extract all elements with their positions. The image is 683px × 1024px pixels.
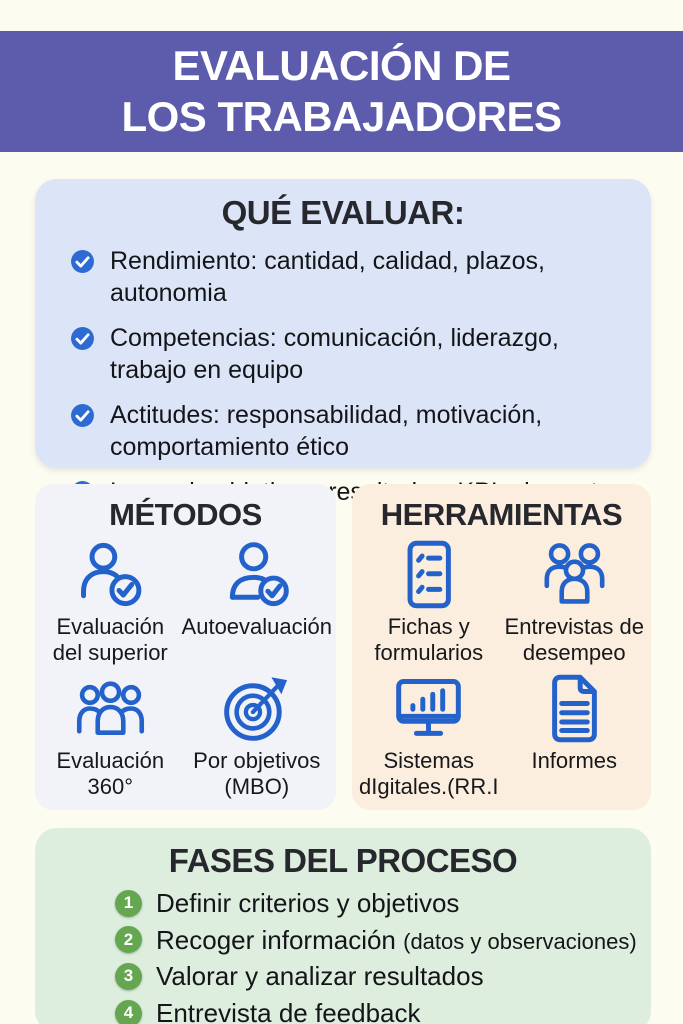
method-label: Evaluación 360° bbox=[56, 748, 165, 799]
tool-label: Entrevistas de desempeo bbox=[504, 614, 644, 665]
fase-text bbox=[156, 999, 421, 1024]
page-title bbox=[121, 41, 561, 142]
herramientas-grid bbox=[352, 537, 651, 799]
method-label: Por objetivos (MBO) bbox=[193, 748, 321, 799]
metodos-grid bbox=[35, 537, 336, 799]
check-circle-icon bbox=[70, 249, 95, 274]
monitor-chart-icon bbox=[393, 673, 464, 744]
check-circle-icon bbox=[70, 403, 95, 428]
fase-text bbox=[156, 962, 484, 991]
fase-item bbox=[115, 999, 651, 1024]
method-item bbox=[39, 673, 182, 799]
people-group-icon bbox=[75, 673, 146, 744]
fases-panel bbox=[35, 828, 651, 1024]
list-item bbox=[70, 400, 641, 463]
page-title-line1: EVALUACIÓN DE bbox=[172, 42, 511, 90]
method-item bbox=[182, 539, 332, 665]
list-item-text: Rendimiento: cantidad, calidad, plazos, autonomia bbox=[110, 247, 545, 307]
fase-text-main: Valorar y analizar resultados bbox=[156, 961, 484, 992]
checklist-form-icon bbox=[393, 539, 464, 610]
list-item bbox=[70, 323, 641, 386]
step-number-badge: 1 bbox=[115, 890, 142, 917]
fase-text-main: Recoger información bbox=[156, 924, 396, 955]
page-title-line2: LOS TRABAJADORES bbox=[121, 92, 562, 140]
que-evaluar-list bbox=[35, 244, 651, 509]
fase-text-main: Entrevista de feedback bbox=[156, 997, 421, 1024]
step-number-badge: 2 bbox=[115, 926, 142, 953]
method-label: Evaluación del superior bbox=[52, 614, 168, 665]
method-label: Autoevaluación bbox=[181, 614, 332, 639]
tool-label: Fichas y formularios bbox=[374, 614, 484, 665]
tool-label: Sistemas dIgitales.(RR.I bbox=[359, 748, 499, 799]
fase-item bbox=[115, 926, 651, 955]
herramientas-panel bbox=[352, 484, 651, 810]
tool-label: Informes bbox=[531, 748, 618, 774]
tool-item bbox=[502, 673, 648, 799]
person-check-icon bbox=[75, 539, 146, 610]
que-evaluar-title: QUÉ EVALUAR: bbox=[221, 194, 465, 231]
fase-text-suffix: (datos y observaciones) bbox=[403, 928, 637, 954]
method-item bbox=[182, 673, 332, 799]
step-number-badge: 3 bbox=[115, 963, 142, 990]
que-evaluar-panel bbox=[35, 179, 651, 468]
fase-text bbox=[156, 889, 459, 918]
tool-item bbox=[356, 673, 502, 799]
fase-item bbox=[115, 889, 651, 918]
fase-text bbox=[156, 926, 637, 955]
metodos-panel bbox=[35, 484, 336, 810]
list-item-text: Actitudes: responsabilidad, motivación, comportamiento ético bbox=[110, 401, 543, 461]
metodos-title: MÉTODOS bbox=[109, 497, 262, 532]
report-document-icon bbox=[539, 673, 610, 744]
tool-item bbox=[502, 539, 648, 665]
fases-title: FASES DEL PROCESO bbox=[168, 842, 518, 879]
self-evaluation-icon bbox=[221, 539, 292, 610]
fases-list bbox=[35, 889, 651, 1024]
check-circle-icon bbox=[70, 326, 95, 351]
list-item bbox=[70, 246, 641, 309]
step-number-badge: 4 bbox=[115, 1000, 142, 1024]
list-item-text: Competencias: comunicación, liderazgo, trabajo en equipo bbox=[110, 324, 559, 384]
fase-item bbox=[115, 962, 651, 991]
target-arrow-icon bbox=[221, 673, 292, 744]
interview-people-icon bbox=[539, 539, 610, 610]
herramientas-title: HERRAMIENTAS bbox=[380, 497, 623, 532]
header-banner bbox=[0, 31, 683, 152]
fase-text-main: Definir criterios y objetivos bbox=[156, 888, 460, 918]
tool-item bbox=[356, 539, 502, 665]
method-item bbox=[39, 539, 182, 665]
